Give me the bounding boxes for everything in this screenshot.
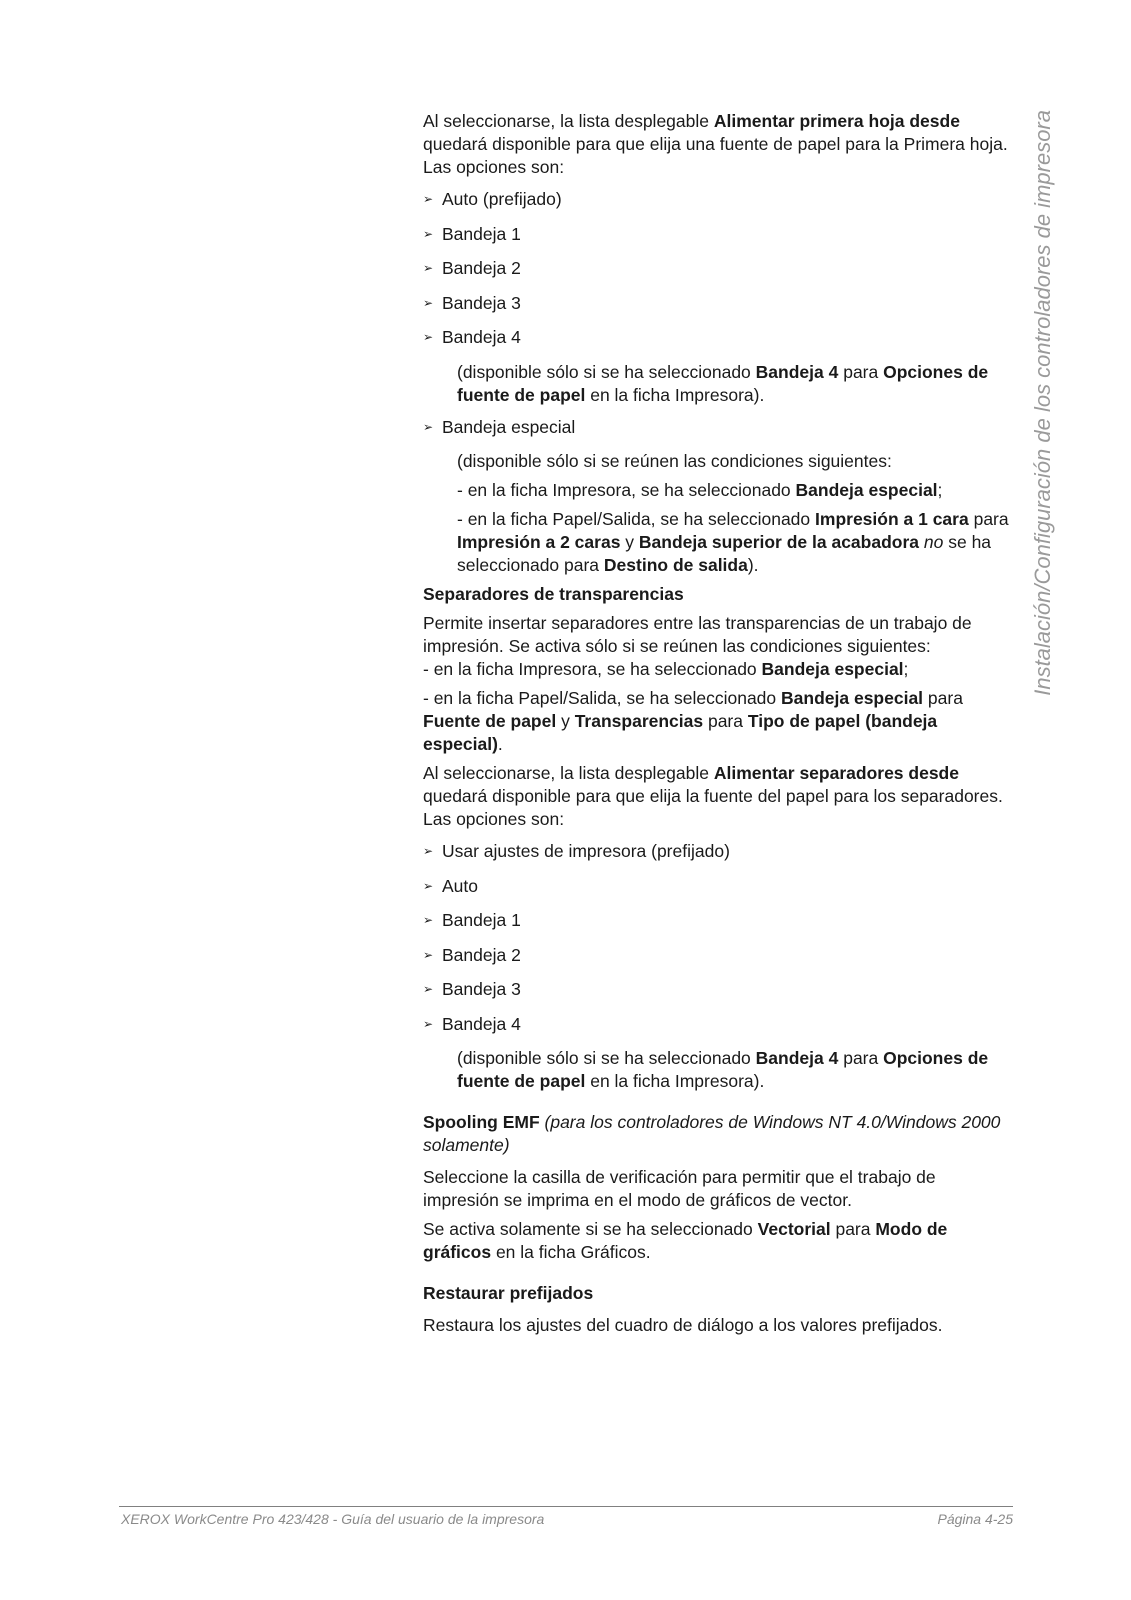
list-item: ➢ Bandeja 4 [423,1013,521,1034]
bypass-note-line1: (disponible sólo si se reúnen las condiciones siguientes: [457,451,892,471]
intro-paragraph: Al seleccionarse, la lista desplegable Alimentar primera hoja desde quedará disponible para que elija una fuente de papel para la Primera hoja. Las opciones son: [423,111,1008,177]
section-heading-emf: Spooling EMF (para los controladores de Windows NT 4.0/Windows 2000 solamente) [423,1112,1001,1155]
arrow-bullet-icon: ➢ [423,878,434,893]
separators-paragraph-4: Al seleccionarse, la lista desplegable Alimentar separadores desde quedará disponible para que elija la fuente del papel para los separadores. Las opciones son: [423,763,1003,829]
footer-doc-title: XEROX WorkCentre Pro 423/428 - Guía del usuario de la impresora [121,1511,545,1527]
arrow-bullet-icon: ➢ [423,947,434,962]
arrow-bullet-icon: ➢ [423,419,434,434]
arrow-bullet-icon: ➢ [423,295,434,310]
arrow-bullet-icon: ➢ [423,913,434,927]
section-heading-separators: Separadores de transparencias [423,584,684,604]
bypass-note-line3: - en la ficha Papel/Salida, se ha seleccionado Impresión a 1 cara para Impresión a 2 caras y Bandeja superior de la acabadora no se ha seleccionado para Destino de salida). [457,509,1009,575]
chapter-sidebar [1022,110,1062,730]
separators-paragraph-1: Permite insertar separadores entre las transparencias de un trabajo de impresión. Se activa sólo si se reúnen las condiciones siguientes: [423,613,972,656]
arrow-bullet-icon: ➢ [423,261,434,275]
separators-paragraph-3: - en la ficha Papel/Salida, se ha seleccionado Bandeja especial para Fuente de papel y Transparencias para Tipo de papel (bandeja especial). [423,688,963,754]
list-item: ➢ Bandeja 1 [423,223,521,244]
tray4-note: (disponible sólo si se ha seleccionado Bandeja 4 para Opciones de fuente de papel en la ficha Impresora). [457,361,989,405]
chapter-title: Instalación/Configuración de los controladores de impresora [1030,110,1055,696]
arrow-bullet-icon: ➢ [423,982,434,996]
arrow-bullet-icon: ➢ [423,844,434,858]
list-item: ➢ Usar ajustes de impresora (prefijado) [423,841,730,861]
arrow-bullet-icon: ➢ [423,192,434,206]
arrow-bullet-icon: ➢ [423,330,434,344]
bypass-note-line2: - en la ficha Impresora, se ha seleccionado Bandeja especial; [457,480,943,500]
list-item: ➢ Auto (prefijado) [423,189,562,209]
footer-page-number: Página 4-25 [937,1511,1013,1527]
list-item: ➢ Bandeja 4 [423,327,521,347]
section-heading-restore: Restaurar prefijados [423,1283,594,1303]
list-item: ➢ Bandeja especial [423,416,576,437]
separator-source-options-list [423,840,1013,1036]
first-sheet-options-list [423,188,1013,349]
list-item: ➢ Auto [423,875,478,896]
footer-divider [119,1506,1013,1507]
arrow-bullet-icon: ➢ [423,226,434,241]
tray4-note-2: (disponible sólo si se ha seleccionado Bandeja 4 para Opciones de fuente de papel en la ficha Impresora). [457,1048,989,1091]
first-sheet-options-list-cont [423,416,1013,439]
separators-paragraph-2: - en la ficha Impresora, se ha seleccionado Bandeja especial; [423,659,909,679]
list-item: ➢ Bandeja 3 [423,979,521,999]
restore-paragraph: Restaura los ajustes del cuadro de diálogo a los valores prefijados. [423,1315,943,1335]
emf-paragraph-1: Seleccione la casilla de verificación para permitir que el trabajo de impresión se imprima en el modo de gráficos de vector. [423,1167,936,1210]
list-item: ➢ Bandeja 2 [423,258,521,278]
list-item: ➢ Bandeja 2 [423,944,521,965]
list-item: ➢ Bandeja 1 [423,910,521,930]
list-item: ➢ Bandeja 3 [423,292,521,313]
emf-paragraph-2: Se activa solamente si se ha seleccionado Vectorial para Modo de gráficos en la ficha Gráficos. [423,1219,948,1262]
page-content [423,110,1013,1337]
arrow-bullet-icon: ➢ [423,1016,434,1031]
